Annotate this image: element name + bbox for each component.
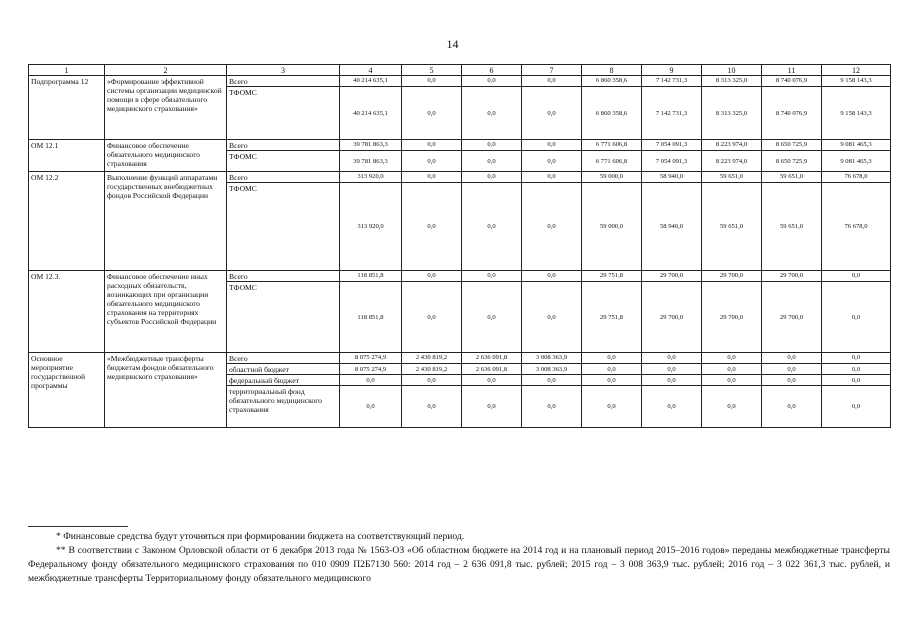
row-name: Финансовое обеспечение обязательного медицинского страхования	[105, 140, 227, 172]
amount-cell: 118 851,8	[340, 271, 402, 282]
amount-cell: 9 158 143,3	[822, 76, 891, 87]
amount-cell: 0,0	[822, 353, 891, 364]
amount-cell: 29 700,0	[702, 271, 762, 282]
amount-cell: 8 313 325,0	[702, 76, 762, 87]
amount-cell: 40 214 635,1	[340, 76, 402, 87]
amount-cell: 0,0	[462, 375, 522, 386]
amount-cell: 58 940,0	[642, 172, 702, 183]
amount-cell: 0,0	[822, 364, 891, 375]
amount-cell: 0,0	[462, 87, 522, 140]
amount-cell: 0,0	[522, 183, 582, 271]
amount-cell: 0,0	[702, 375, 762, 386]
amount-cell: 6 771 606,8	[582, 151, 642, 172]
amount-cell: 8 650 725,9	[762, 151, 822, 172]
amount-cell: 7 142 731,3	[642, 87, 702, 140]
footnote-1: * Финансовые средства будут уточняться при формировании бюджета на соответствующий период.	[56, 531, 465, 542]
amount-cell: 8 313 325,0	[702, 87, 762, 140]
amount-cell: 6 771 606,8	[582, 140, 642, 151]
column-number: 9	[642, 65, 702, 76]
amount-cell: 0,0	[522, 140, 582, 151]
funding-source: территориальный фонд обязательного медицинского страхования	[227, 386, 340, 428]
amount-cell: 29 700,0	[762, 282, 822, 353]
amount-cell: 2 430 819,2	[402, 364, 462, 375]
funding-source: ТФОМС	[227, 282, 340, 353]
column-number: 7	[522, 65, 582, 76]
amount-cell: 59 651,0	[762, 172, 822, 183]
amount-cell: 0,0	[522, 151, 582, 172]
amount-cell: 0,0	[642, 375, 702, 386]
row-name: Выполнение функций аппаратами государственных внебюджетных фондов Российской Федерации	[105, 172, 227, 271]
funding-source: Всего	[227, 271, 340, 282]
amount-cell: 6 860 358,6	[582, 87, 642, 140]
footnote-rule	[28, 526, 128, 527]
funding-source: Всего	[227, 140, 340, 151]
amount-cell: 29 751,8	[582, 271, 642, 282]
funding-source: ТФОМС	[227, 183, 340, 271]
page-number: 14	[446, 37, 459, 51]
header-row	[29, 65, 891, 76]
amount-cell: 6 860 358,6	[582, 76, 642, 87]
amount-cell: 0,0	[340, 386, 402, 428]
row-code: Основное мероприятие государственной программы	[29, 353, 105, 428]
row-name: Финансовое обеспечение иных расходных обязательств, возникающих при организации обязательного медицинского страхования на территориях субъектов Российской Федерации	[105, 271, 227, 353]
amount-cell: 39 781 863,3	[340, 151, 402, 172]
amount-cell: 313 920,0	[340, 183, 402, 271]
amount-cell: 0,0	[642, 386, 702, 428]
amount-cell: 0,0	[762, 353, 822, 364]
amount-cell: 0,0	[522, 87, 582, 140]
amount-cell: 118 851,8	[340, 282, 402, 353]
funding-source: Всего	[227, 172, 340, 183]
amount-cell: 0,0	[762, 386, 822, 428]
amount-cell: 0,0	[522, 76, 582, 87]
amount-cell: 7 054 091,3	[642, 151, 702, 172]
amount-cell: 0,0	[762, 364, 822, 375]
amount-cell: 0,0	[462, 172, 522, 183]
column-number: 8	[582, 65, 642, 76]
amount-cell: 40 214 635,1	[340, 87, 402, 140]
amount-cell: 0,0	[462, 76, 522, 87]
funding-source: ТФОМС	[227, 87, 340, 140]
amount-cell: 0,0	[822, 375, 891, 386]
amount-cell: 59 000,0	[582, 183, 642, 271]
funding-source: федеральный бюджет	[227, 375, 340, 386]
amount-cell: 9 158 143,3	[822, 87, 891, 140]
amount-cell: 313 920,0	[340, 172, 402, 183]
table-row	[29, 172, 891, 183]
amount-cell: 59 000,0	[582, 172, 642, 183]
amount-cell: 0,0	[402, 76, 462, 87]
amount-cell: 0,0	[340, 375, 402, 386]
amount-cell: 3 008 363,9	[522, 364, 582, 375]
amount-cell: 8 740 076,9	[762, 76, 822, 87]
amount-cell: 76 678,0	[822, 172, 891, 183]
amount-cell: 59 651,0	[702, 172, 762, 183]
column-number: 6	[462, 65, 522, 76]
amount-cell: 0,0	[702, 386, 762, 428]
column-number: 12	[822, 65, 891, 76]
row-name: «Формирование эффективной системы организации медицинской помощи в сфере обязательного медицинского страхования»	[105, 76, 227, 140]
amount-cell: 7 142 731,3	[642, 76, 702, 87]
amount-cell: 8 075 274,9	[340, 364, 402, 375]
amount-cell: 0,0	[522, 375, 582, 386]
amount-cell: 59 651,0	[702, 183, 762, 271]
amount-cell: 0,0	[522, 172, 582, 183]
funding-source: Всего	[227, 76, 340, 87]
amount-cell: 0,0	[762, 375, 822, 386]
amount-cell: 58 940,0	[642, 183, 702, 271]
amount-cell: 3 008 363,9	[522, 353, 582, 364]
amount-cell: 0,0	[402, 386, 462, 428]
amount-cell: 0,0	[522, 271, 582, 282]
amount-cell: 0,0	[402, 271, 462, 282]
amount-cell: 0,0	[462, 151, 522, 172]
amount-cell: 0,0	[462, 386, 522, 428]
row-code: ОМ 12.2	[29, 172, 105, 271]
amount-cell: 0,0	[702, 353, 762, 364]
table-row	[29, 140, 891, 151]
amount-cell: 0,0	[462, 183, 522, 271]
column-number: 5	[402, 65, 462, 76]
column-number: 2	[105, 65, 227, 76]
amount-cell: 0,0	[462, 282, 522, 353]
amount-cell: 9 081 465,3	[822, 140, 891, 151]
amount-cell: 0,0	[582, 353, 642, 364]
column-number: 10	[702, 65, 762, 76]
amount-cell: 29 700,0	[642, 282, 702, 353]
amount-cell: 2 636 091,8	[462, 364, 522, 375]
amount-cell: 7 054 091,3	[642, 140, 702, 151]
row-code: ОМ 12.1	[29, 140, 105, 172]
table-row	[29, 76, 891, 87]
funding-source: ТФОМС	[227, 151, 340, 172]
amount-cell: 0,0	[462, 140, 522, 151]
amount-cell: 39 781 863,3	[340, 140, 402, 151]
amount-cell: 0,0	[402, 151, 462, 172]
amount-cell: 8 223 974,0	[702, 151, 762, 172]
amount-cell: 0,0	[402, 172, 462, 183]
amount-cell: 0,0	[822, 386, 891, 428]
table-row	[29, 353, 891, 364]
amount-cell: 0,0	[582, 364, 642, 375]
amount-cell: 76 678,0	[822, 183, 891, 271]
amount-cell: 59 651,0	[762, 183, 822, 271]
amount-cell: 0,0	[822, 282, 891, 353]
row-code: ОМ 12.3.	[29, 271, 105, 353]
amount-cell: 2 430 819,2	[402, 353, 462, 364]
amount-cell: 0,0	[522, 386, 582, 428]
footnotes	[28, 530, 890, 586]
amount-cell: 0,0	[582, 386, 642, 428]
table-row	[29, 271, 891, 282]
amount-cell: 0,0	[582, 375, 642, 386]
column-number: 1	[29, 65, 105, 76]
amount-cell: 8 740 076,9	[762, 87, 822, 140]
funding-source: областной бюджет	[227, 364, 340, 375]
amount-cell: 0,0	[402, 183, 462, 271]
budget-table	[28, 64, 891, 428]
amount-cell: 8 223 974,0	[702, 140, 762, 151]
amount-cell: 0,0	[402, 282, 462, 353]
row-name: «Межбюджетные трансферты бюджетам фондов обязательного медицинского страхования»	[105, 353, 227, 428]
amount-cell: 2 636 091,8	[462, 353, 522, 364]
amount-cell: 29 751,8	[582, 282, 642, 353]
column-number: 11	[762, 65, 822, 76]
amount-cell: 8 650 725,9	[762, 140, 822, 151]
amount-cell: 0,0	[822, 271, 891, 282]
amount-cell: 0,0	[402, 87, 462, 140]
amount-cell: 29 700,0	[762, 271, 822, 282]
amount-cell: 29 700,0	[702, 282, 762, 353]
column-number: 4	[340, 65, 402, 76]
amount-cell: 0,0	[462, 271, 522, 282]
amount-cell: 0,0	[642, 353, 702, 364]
amount-cell: 29 700,0	[642, 271, 702, 282]
amount-cell: 0,0	[402, 140, 462, 151]
amount-cell: 0,0	[702, 364, 762, 375]
column-number: 3	[227, 65, 340, 76]
footnote-2: ** В соответствии с Законом Орловской области от 6 декабря 2013 года № 1563-ОЗ «Об областном бюджете на 2014 год и на плановый период 2015–2016 годов» переданы межбюджетные трансферты Федеральному фонду обязательного медицинского страхования по 010 0909 П2Б7130 560: 2014 год – 2 636 091,8 тыс. рублей; 2015 год – 3 008 363,9 тыс. рублей; 2016 год – 3 022 361,3 тыс. рублей, и межбюджетные трансферты Территориальному фонду обязательного медицинского	[28, 545, 890, 584]
amount-cell: 0,0	[642, 364, 702, 375]
funding-source: Всего	[227, 353, 340, 364]
row-code: Подпрограмма 12	[29, 76, 105, 140]
amount-cell: 0,0	[522, 282, 582, 353]
amount-cell: 9 081 465,3	[822, 151, 891, 172]
amount-cell: 0,0	[402, 375, 462, 386]
amount-cell: 8 075 274,9	[340, 353, 402, 364]
